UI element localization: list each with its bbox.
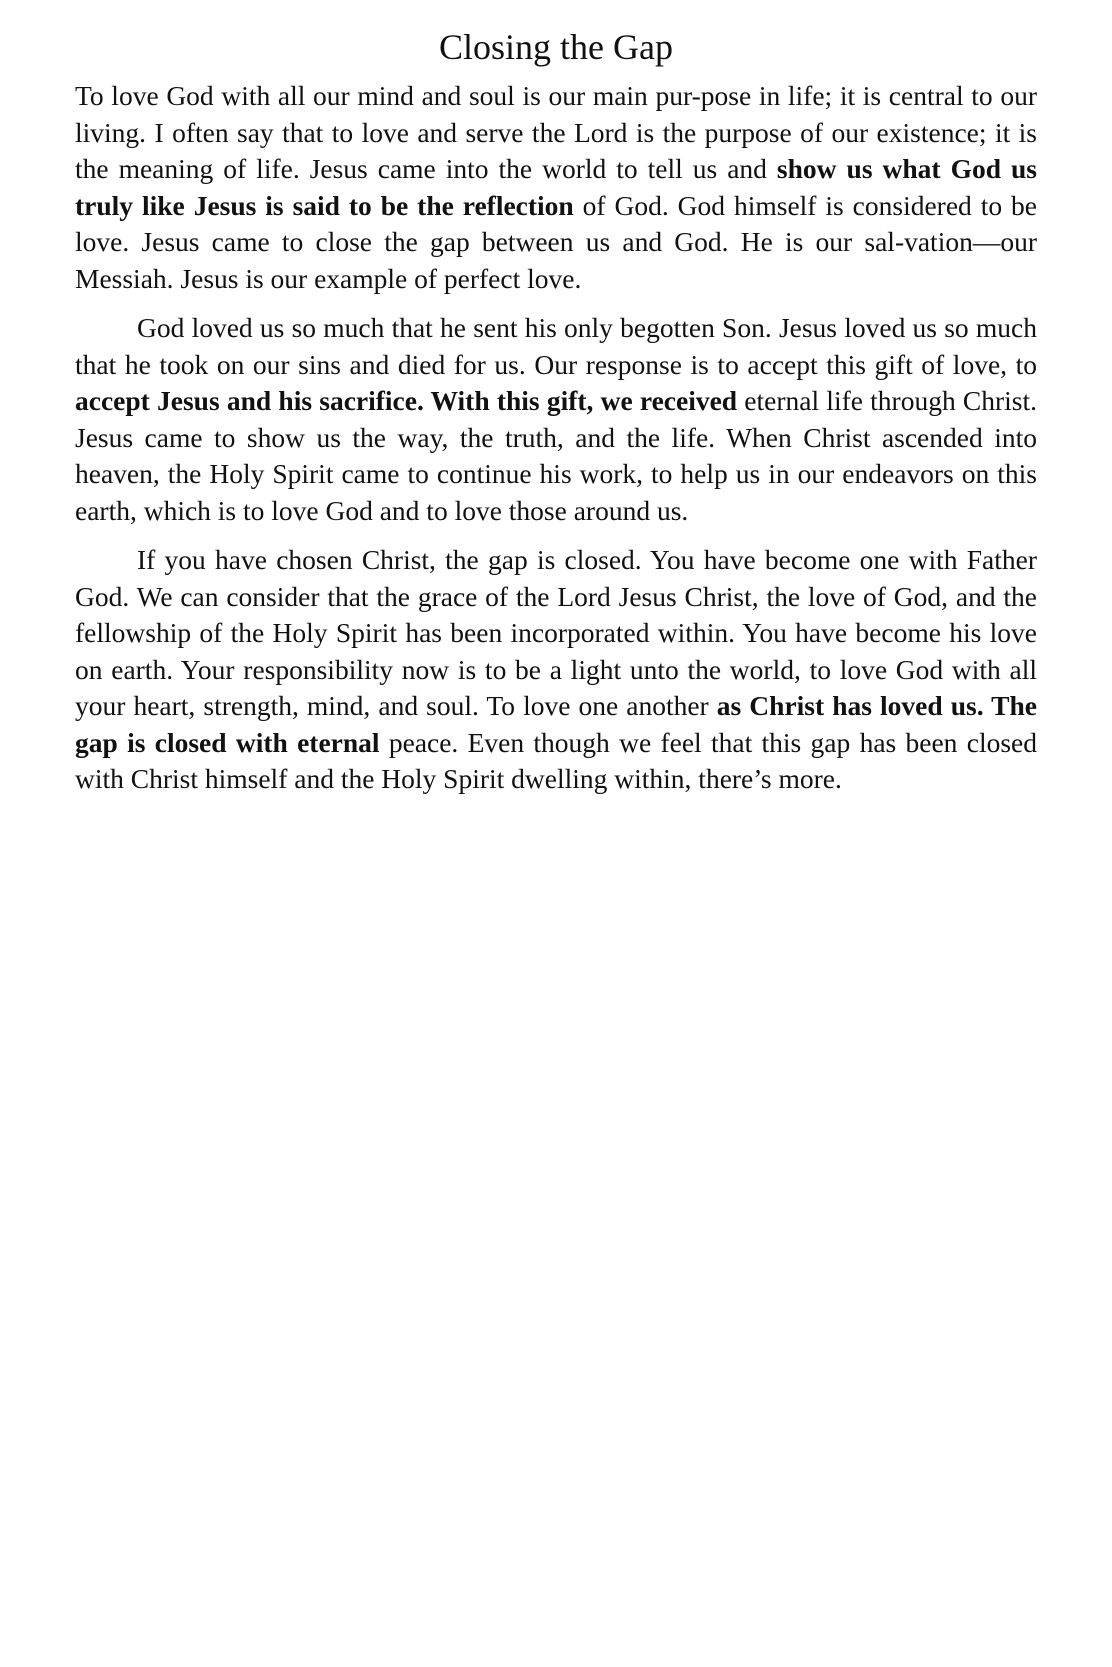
paragraph-2 — [75, 310, 1037, 529]
paragraph-1-bold-text: show us what God us truly like Jesus is said to be the reflection — [75, 153, 1037, 221]
paragraph-3-bold-text: as Christ has loved us. The gap is closed with eternal — [75, 690, 1037, 758]
paragraph-2-text-1: God loved us so much that he sent his only begotten Son. Jesus loved us so much that he took on our sins and died for us. Our response is to accept this gift of love, to — [75, 312, 1037, 380]
paragraph-1-text-1: To love God with all our mind and soul is our main pur-pose in life; it is central to our living. I often say that to love and serve the Lord is the purpose of our existence; it is the meaning of life. Jesus came into the world to tell us and — [75, 80, 1037, 184]
paragraph-1 — [75, 78, 1037, 297]
paragraph-1-text-2: of God. God himself is considered to be love. Jesus came to close the gap between us and God. He is our sal-vation—our Messiah. Jesus is our example of perfect love. — [75, 189, 1038, 294]
paragraph-3-text-1: If you have chosen Christ, the gap is closed. You have become one with Father God. We can consider that the grace of the Lord Jesus Christ, the love of God, and the fellowship of the Holy Spirit has been incorporated within. You have become his love on earth. Your responsibility now is to be a light unto the world, to love God with all your heart, strength, mind, and soul. To love one another — [75, 544, 1037, 721]
page-title: Closing the Gap — [439, 27, 673, 67]
paragraph-3-text-2: peace. Even though we feel that this gap has been closed with Christ himself and the Holy Spirit dwelling within, there’s more. — [75, 726, 1037, 794]
paragraph-2-bold-text: accept Jesus and his sacrifice. With this gift, we received — [75, 385, 738, 416]
paragraph-2-text-2: eternal life through Christ. Jesus came to show us the way, the truth, and the life. When Christ ascended into heaven, the Holy Spirit came to continue his work, to help us in our endeavors on this earth, which is to love God and to love those around us. — [75, 385, 1037, 526]
paragraph-3 — [75, 542, 1037, 798]
